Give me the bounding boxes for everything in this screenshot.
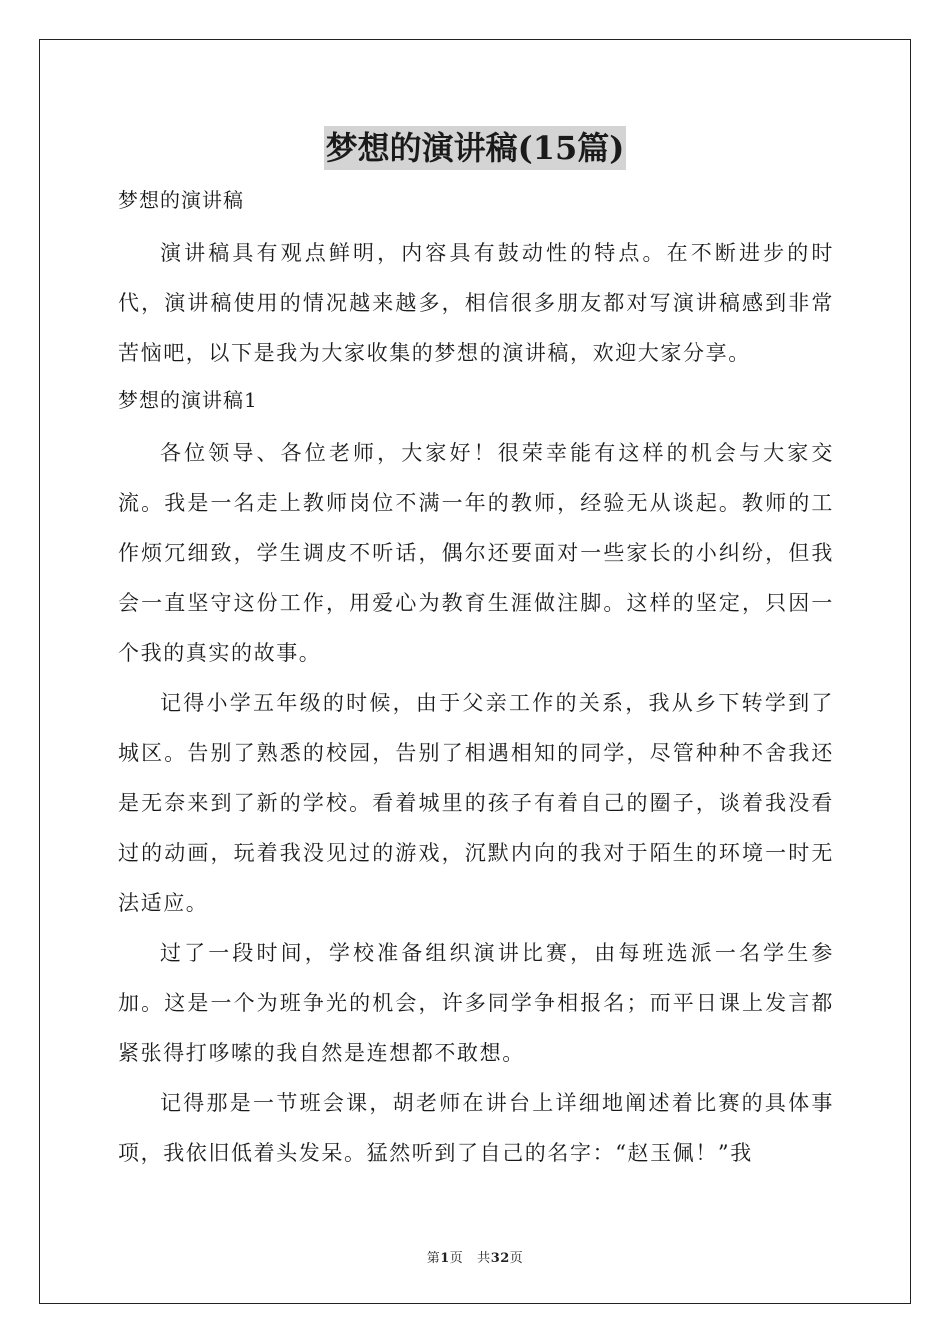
intro-paragraph: 演讲稿具有观点鲜明，内容具有鼓动性的特点。在不断进步的时代，演讲稿使用的情况越来越多，相信很多朋友都对写演讲稿感到非常苦恼吧，以下是我为大家收集的梦想的演讲稿，欢迎大家分享。 <box>118 241 834 365</box>
total-prefix: 共 <box>477 1251 491 1266</box>
page-footer <box>0 1247 950 1266</box>
paragraph: 各位领导、各位老师，大家好！很荣幸能有这样的机会与大家交流。我是一名走上教师岗位不满一年的教师，经验无从谈起。教师的工作烦冗细致，学生调皮不听话，偶尔还要面对一些家长的小纠纷，但我会一直坚守这份工作，用爱心为教育生涯做注脚。这样的坚定，只因一个我的真实的故事。 <box>118 441 834 665</box>
total-pages: 32 <box>490 1251 510 1266</box>
page-number: 1 <box>440 1251 450 1266</box>
title-container <box>0 126 950 170</box>
intro-subheading: 梦想的演讲稿 <box>118 188 244 212</box>
paragraph: 记得那是一节班会课，胡老师在讲台上详细地阐述着比赛的具体事项，我依旧低着头发呆。猛然听到了自己的名字：“赵玉佩！”我 <box>118 1091 834 1165</box>
paragraph: 记得小学五年级的时候，由于父亲工作的关系，我从乡下转学到了城区。告别了熟悉的校园，告别了相遇相知的同学，尽管种种不舍我还是无奈来到了新的学校。看着城里的孩子有着自己的圈子，谈着我没看过的动画，玩着我没见过的游戏，沉默内向的我对于陌生的环境一时无法适应。 <box>118 691 834 915</box>
total-suffix: 页 <box>509 1251 524 1266</box>
document-title: 梦想的演讲稿(15篇) <box>324 126 627 170</box>
speech-1-subheading: 梦想的演讲稿1 <box>118 388 258 412</box>
page-prefix: 第 <box>426 1251 441 1266</box>
paragraph: 过了一段时间，学校准备组织演讲比赛，由每班选派一名学生参加。这是一个为班争光的机会，许多同学争相报名；而平日课上发言都紧张得打哆嗦的我自然是连想都不敢想。 <box>118 941 834 1065</box>
page-suffix: 页 <box>449 1251 464 1266</box>
document-body <box>118 178 834 1178</box>
